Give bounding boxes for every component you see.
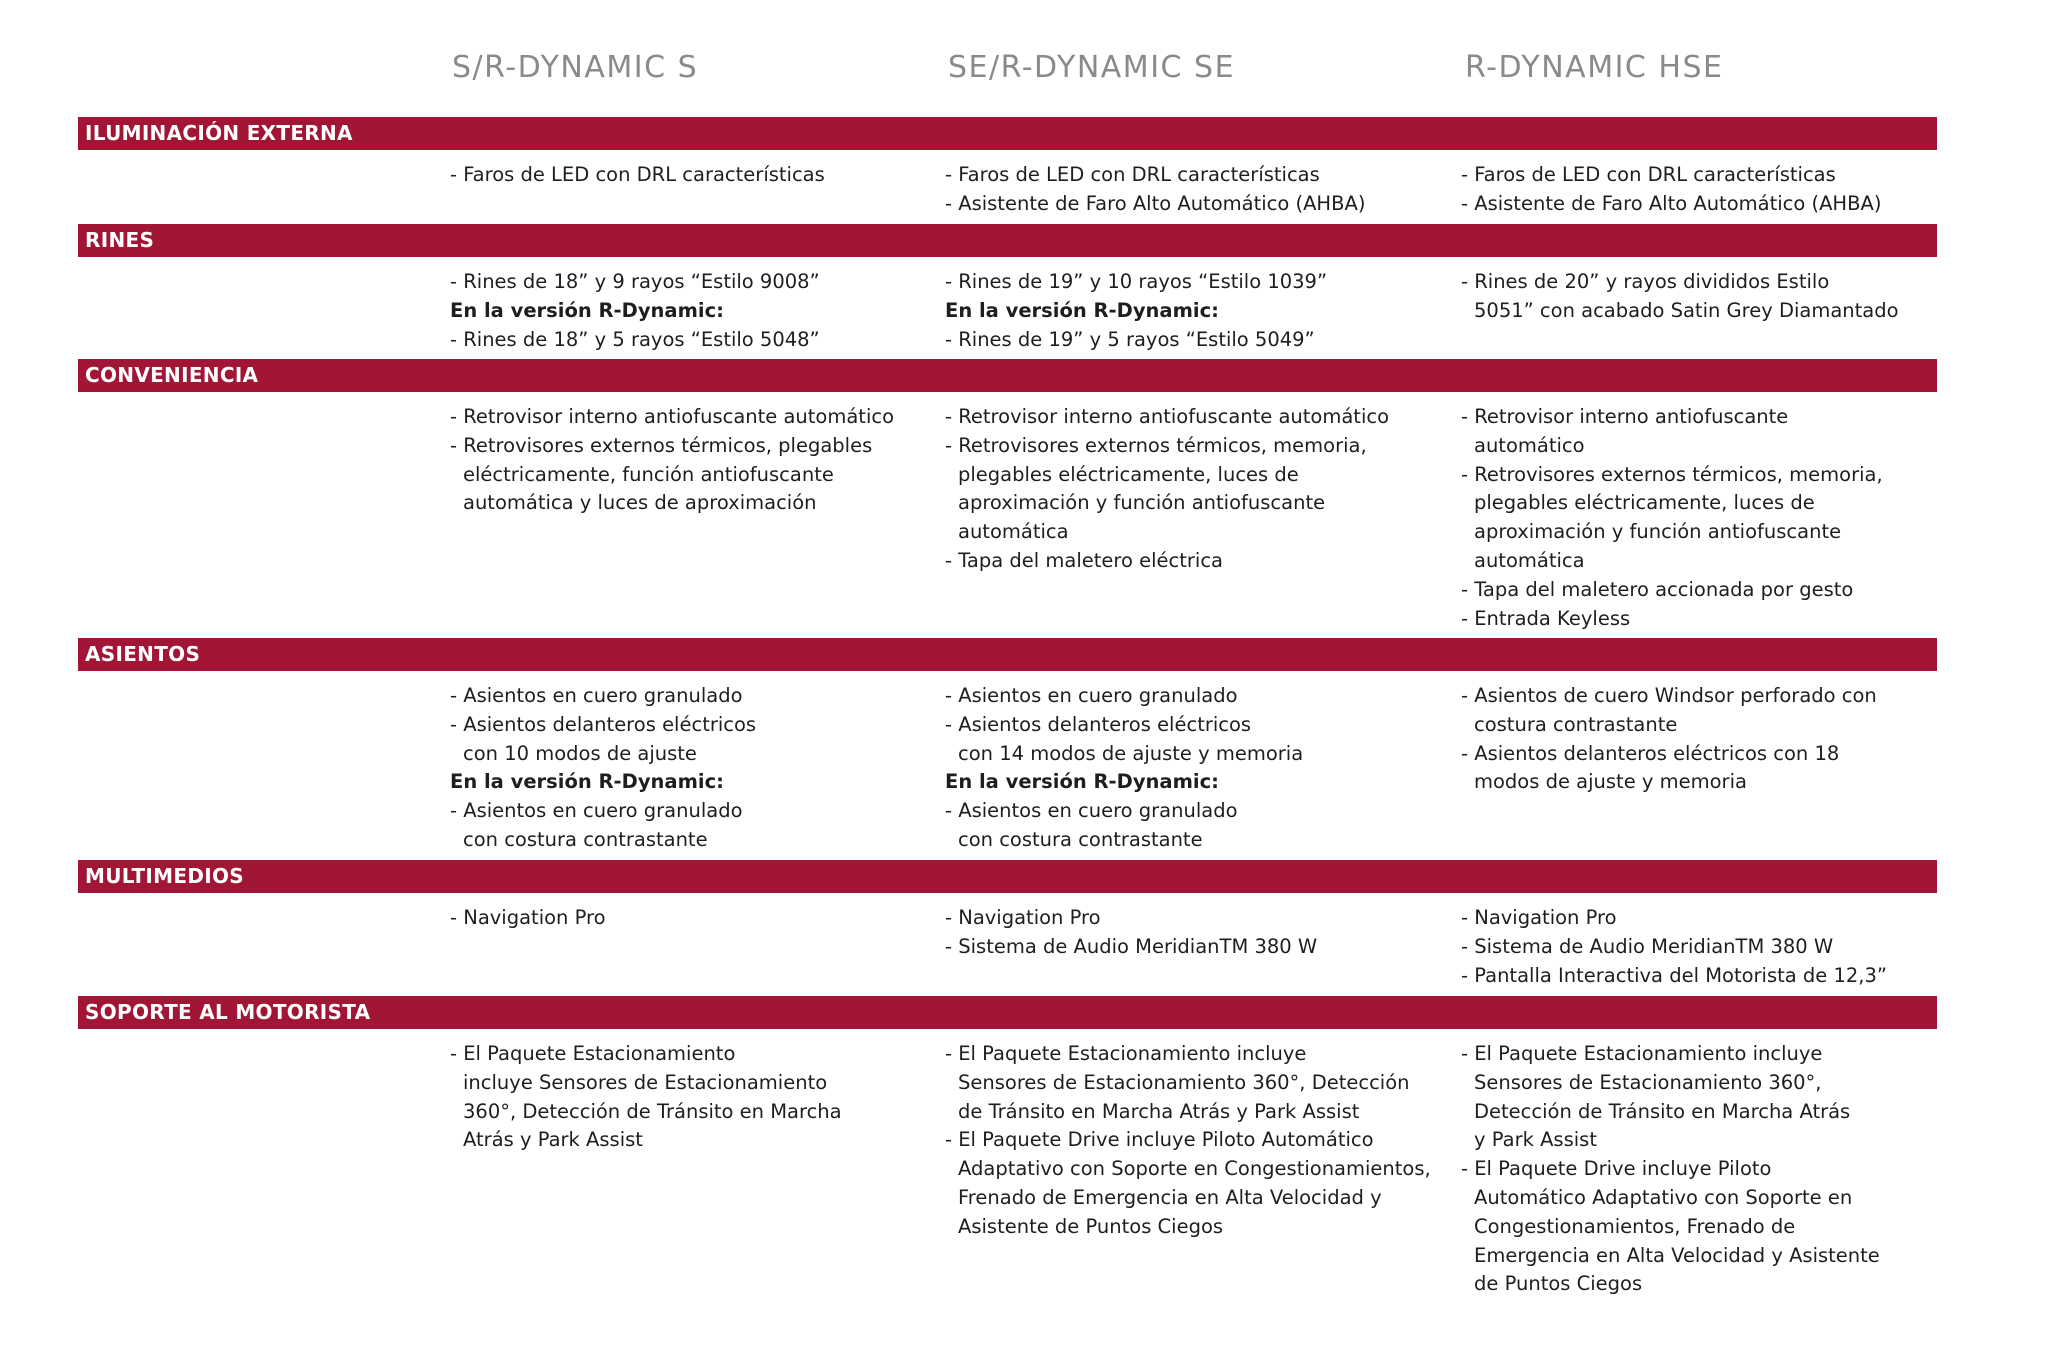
- spec-line: - Rines de 18” y 9 rayos “Estilo 9008”: [450, 270, 820, 293]
- spec-cell: [1461, 1040, 1931, 1299]
- spec-line: de Tránsito en Marcha Atrás y Park Assist: [958, 1099, 1360, 1123]
- spec-line: - Rines de 19” y 5 rayos “Estilo 5049”: [945, 327, 1315, 351]
- spec-line: - Asientos delanteros eléctricos: [450, 712, 757, 736]
- spec-line: aproximación y función antiofuscante: [958, 491, 1326, 515]
- spec-line: Asistente de Puntos Ciegos: [958, 1214, 1224, 1238]
- spec-line: - El Paquete Drive incluye Piloto: [1461, 1157, 1772, 1181]
- spec-cell: [1461, 161, 1931, 219]
- section-header: ILUMINACIÓN EXTERNA: [78, 117, 1937, 150]
- spec-line: - Asientos en cuero granulado: [450, 684, 743, 707]
- spec-line: - Entrada Keyless: [1461, 606, 1631, 630]
- spec-cell: [450, 403, 930, 518]
- section-header: MULTIMEDIOS: [78, 860, 1937, 893]
- spec-line: - Asientos en cuero granulado: [945, 684, 1238, 707]
- spec-cell: [945, 682, 1455, 855]
- spec-line: de Puntos Ciegos: [1474, 1272, 1643, 1296]
- spec-cell: [1461, 268, 1931, 326]
- spec-line: - Sistema de Audio MeridianTM 380 W: [1461, 934, 1834, 958]
- spec-cell: [1461, 682, 1931, 797]
- spec-cell: [450, 161, 930, 190]
- spec-line: - El Paquete Estacionamiento: [450, 1042, 736, 1065]
- spec-line: con 10 modos de ajuste: [463, 741, 697, 765]
- spec-cell: [450, 682, 930, 855]
- spec-line: automática: [1474, 548, 1585, 572]
- spec-line: - Asistente de Faro Alto Automático (AHBA): [1461, 191, 1882, 215]
- spec-line: con 14 modos de ajuste y memoria: [958, 741, 1304, 765]
- spec-line: automática: [958, 520, 1069, 544]
- spec-line: Atrás y Park Assist: [463, 1128, 643, 1152]
- spec-line: - Retrovisores externos térmicos, memoria,: [945, 433, 1367, 457]
- spec-line: Sensores de Estacionamiento 360°,: [1474, 1070, 1822, 1094]
- spec-line: - Faros de LED con DRL características: [450, 163, 825, 186]
- spec-line: plegables eléctricamente, luces de: [958, 462, 1299, 486]
- spec-line: - Asientos en cuero granulado: [450, 799, 743, 823]
- column-header-se: SE/R-DYNAMIC SE: [948, 50, 1236, 85]
- spec-line: y Park Assist: [1474, 1128, 1597, 1152]
- spec-line: - Tapa del maletero accionada por gesto: [1461, 577, 1854, 601]
- version-note: En la versión R-Dynamic:: [945, 298, 1219, 322]
- spec-line: modos de ajuste y memoria: [1474, 770, 1747, 794]
- spec-cell: [1461, 403, 1931, 633]
- spec-line: 5051” con acabado Satin Grey Diamantado: [1474, 298, 1899, 322]
- spec-line: - Rines de 20” y rayos divididos Estilo: [1461, 270, 1830, 293]
- column-headers: [0, 50, 2048, 90]
- section-header: ASIENTOS: [78, 638, 1937, 671]
- spec-line: - El Paquete Estacionamiento incluye: [1461, 1042, 1823, 1065]
- spec-line: - Retrovisores externos térmicos, memoria,: [1461, 462, 1883, 486]
- version-note: En la versión R-Dynamic:: [450, 298, 724, 322]
- spec-line: - Retrovisor interno antiofuscante: [1461, 405, 1789, 428]
- spec-cell: [1461, 904, 1931, 990]
- spec-line: - Retrovisores externos térmicos, plegables: [450, 433, 873, 457]
- spec-line: - Tapa del maletero eléctrica: [945, 548, 1223, 572]
- spec-line: - Navigation Pro: [450, 906, 606, 929]
- spec-cell: [945, 1040, 1455, 1242]
- version-note: En la versión R-Dynamic:: [450, 770, 724, 794]
- spec-line: - Asientos delanteros eléctricos con 18: [1461, 741, 1840, 765]
- spec-cell: [450, 1040, 930, 1155]
- spec-line: - El Paquete Estacionamiento incluye: [945, 1042, 1307, 1065]
- spec-line: - Pantalla Interactiva del Motorista de 12,3”: [1461, 963, 1888, 987]
- spec-line: - Asientos de cuero Windsor perforado con: [1461, 684, 1877, 707]
- spec-line: - Retrovisor interno antiofuscante automático: [450, 405, 895, 428]
- spec-cell: [450, 268, 930, 354]
- spec-line: con costura contrastante: [463, 827, 708, 851]
- spec-line: - El Paquete Drive incluye Piloto Automático: [945, 1128, 1374, 1152]
- spec-line: automática y luces de aproximación: [463, 491, 817, 515]
- spec-line: plegables eléctricamente, luces de: [1474, 491, 1815, 515]
- spec-cell: [945, 161, 1455, 219]
- section-header: SOPORTE AL MOTORISTA: [78, 996, 1937, 1029]
- spec-line: 360°, Detección de Tránsito en Marcha: [463, 1099, 842, 1123]
- spec-line: incluye Sensores de Estacionamiento: [463, 1070, 828, 1094]
- spec-line: automático: [1474, 433, 1585, 457]
- spec-line: Sensores de Estacionamiento 360°, Detección: [958, 1070, 1410, 1094]
- spec-line: Detección de Tránsito en Marcha Atrás: [1474, 1099, 1851, 1123]
- spec-cell: [945, 904, 1455, 962]
- spec-line: - Asientos delanteros eléctricos: [945, 712, 1252, 736]
- column-header-hse: R-DYNAMIC HSE: [1465, 50, 1724, 85]
- spec-line: - Faros de LED con DRL características: [1461, 163, 1836, 186]
- section-header: CONVENIENCIA: [78, 359, 1937, 392]
- spec-line: Automático Adaptativo con Soporte en: [1474, 1185, 1853, 1209]
- spec-line: - Navigation Pro: [945, 906, 1101, 929]
- spec-line: - Sistema de Audio MeridianTM 380 W: [945, 934, 1318, 958]
- column-header-s: S/R-DYNAMIC S: [452, 50, 699, 85]
- spec-line: Congestionamientos, Frenado de: [1474, 1214, 1796, 1238]
- spec-line: - Rines de 18” y 5 rayos “Estilo 5048”: [450, 327, 820, 351]
- spec-line: - Retrovisor interno antiofuscante automático: [945, 405, 1390, 428]
- spec-cell: [945, 268, 1455, 354]
- spec-line: Frenado de Emergencia en Alta Velocidad y: [958, 1185, 1382, 1209]
- spec-line: con costura contrastante: [958, 827, 1203, 851]
- spec-cell: [450, 904, 930, 933]
- spec-line: - Asientos en cuero granulado: [945, 799, 1238, 823]
- spec-cell: [945, 403, 1455, 576]
- spec-line: - Faros de LED con DRL características: [945, 163, 1320, 186]
- section-header: RINES: [78, 224, 1937, 257]
- spec-line: eléctricamente, función antiofuscante: [463, 462, 834, 486]
- spec-line: - Navigation Pro: [1461, 906, 1617, 929]
- spec-line: Emergencia en Alta Velocidad y Asistente: [1474, 1243, 1880, 1267]
- version-note: En la versión R-Dynamic:: [945, 770, 1219, 794]
- spec-line: - Asistente de Faro Alto Automático (AHBA): [945, 191, 1366, 215]
- spec-line: aproximación y función antiofuscante: [1474, 520, 1842, 544]
- spec-line: costura contrastante: [1474, 712, 1678, 736]
- spec-line: - Rines de 19” y 10 rayos “Estilo 1039”: [945, 270, 1328, 293]
- spec-line: Adaptativo con Soporte en Congestionamientos,: [958, 1157, 1431, 1181]
